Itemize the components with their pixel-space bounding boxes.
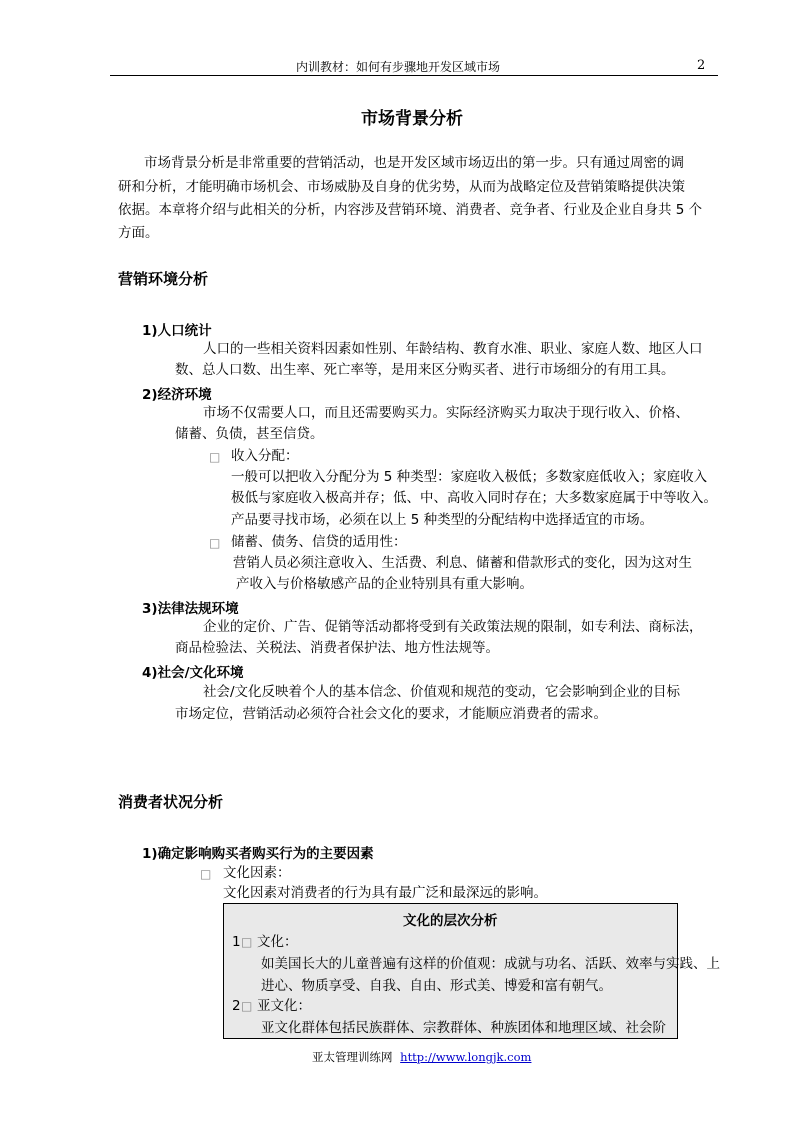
section-heading-marketing-environment: 营销环境分析	[118, 270, 209, 288]
income-distribution-label: 收入分配：	[231, 448, 299, 464]
culture-line-2: 市场定位，营销活动必须符合社会文化的要求，才能顺应消费者的需求。	[175, 706, 607, 722]
box-item-2-line-1: 亚文化群体包括民族群体、宗教群体、种族团体和地理区域、社会阶	[261, 1020, 666, 1036]
bullet-icon: □	[200, 867, 212, 881]
economy-line-2: 储蓄、负债，甚至信贷。	[175, 426, 324, 442]
savings-line-1: 营销人员必须注意收入、生活费、利息、储蓄和借款形式的变化，因为这对生	[233, 555, 692, 571]
header-title: 内训教材：如何有步骤地开发区域市场	[296, 60, 501, 74]
bullet-icon: □	[241, 935, 253, 949]
intro-line-3: 依据。本章将介绍与此相关的分析，内容涉及营销环境、消费者、竞争者、行业及企业自身共 5 个	[118, 202, 703, 218]
footer-link[interactable]: http://www.longjk.com	[400, 1050, 532, 1064]
law-line-1: 企业的定价、广告、促销等活动都将受到有关政策法规的限制，如专利法、商标法，	[203, 619, 703, 635]
savings-line-2: 产收入与价格敏感产品的企业特别具有重大影响。	[236, 576, 533, 592]
box-title: 文化的层次分析	[403, 913, 498, 929]
page-number: 2	[697, 58, 706, 73]
bullet-icon: □	[241, 999, 253, 1013]
subsection-title-culture: 4)社会/文化环境	[142, 665, 244, 681]
footer	[312, 1049, 531, 1065]
intro-line-1: 市场背景分析是非常重要的营销活动，也是开发区域市场迈出的第一步。只有通过周密的调	[144, 155, 684, 171]
subsection-title-economy: 2)经济环境	[142, 387, 212, 403]
intro-line-4: 方面。	[118, 225, 159, 241]
income-line-2: 极低与家庭收入极高并存；低、中、高收入同时存在；大多数家庭属于中等收入。	[231, 490, 717, 506]
culture-levels-box	[223, 903, 720, 1039]
box-item-2-title: 亚文化：	[257, 998, 311, 1014]
bullet-icon: □	[209, 536, 221, 550]
section-heading-consumer: 消费者状况分析	[118, 793, 224, 811]
footer-text: 亚太管理训练网	[312, 1050, 393, 1064]
income-line-1: 一般可以把收入分配分为 5 种类型：家庭收入极低；多数家庭低收入；家庭收入	[231, 469, 708, 485]
law-line-2: 商品检验法、关税法、消费者保护法、地方性法规等。	[175, 640, 499, 656]
box-item-1-title: 文化：	[257, 934, 298, 950]
economy-line-1: 市场不仅需要人口，而且还需要购买力。实际经济购买力取决于现行收入、价格、	[203, 405, 689, 421]
subsection-title-population: 1)人口统计	[142, 323, 212, 339]
bullet-icon: □	[209, 450, 221, 464]
box-item-1-number: 1	[232, 934, 241, 950]
income-line-3: 产品要寻找市场，必须在以上 5 种类型的分配结构中选择适宜的市场。	[231, 512, 654, 528]
savings-credit-label: 储蓄、债务、信贷的适用性：	[231, 534, 407, 550]
page-title: 市场背景分析	[361, 109, 463, 129]
box-item-2-number: 2	[232, 998, 241, 1014]
intro-line-2: 研和分析，才能明确市场机会、市场威胁及自身的优劣势，从而为战略定位及营销策略提供决策	[118, 179, 685, 195]
subsection-title-buyer-factors: 1)确定影响购买者购买行为的主要因素	[142, 846, 374, 862]
population-line-2: 数、总人口数、出生率、死亡率等，是用来区分购买者、进行市场细分的有用工具。	[175, 362, 675, 378]
culture-factor-label: 文化因素：	[223, 865, 291, 881]
header-rule	[110, 75, 718, 76]
box-item-1-line-2: 进心、物质享受、自我、自由、形式美、博爱和富有朝气。	[261, 978, 612, 994]
population-line-1: 人口的一些相关资料因素如性别、年龄结构、教育水准、职业、家庭人数、地区人口	[203, 341, 703, 357]
box-item-1-line-1: 如美国长大的儿童普遍有这样的价值观：成就与功名、活跃、效率与实践、上	[261, 956, 720, 972]
culture-line-1: 社会/文化反映着个人的基本信念、价值观和规范的变动，它会影响到企业的目标	[203, 684, 681, 700]
subsection-title-law: 3)法律法规环境	[142, 601, 239, 617]
culture-factor-text: 文化因素对消费者的行为具有最广泛和最深远的影响。	[223, 885, 547, 901]
